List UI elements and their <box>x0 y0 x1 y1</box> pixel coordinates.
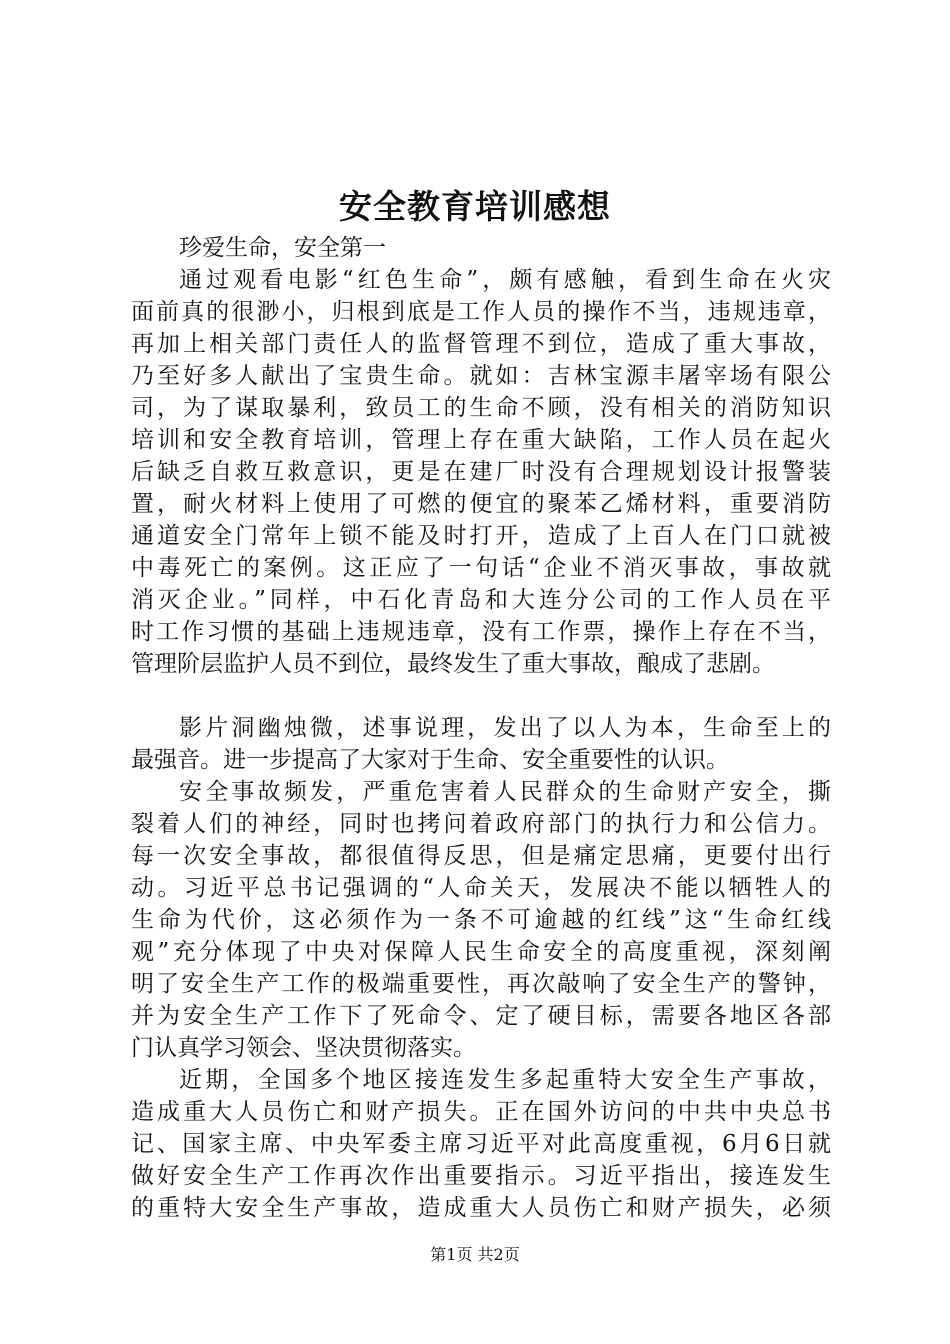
text-line: 并为安全生产工作下了死命令、定了硬目标，需要各地区各部 <box>131 1003 831 1029</box>
text-line: 近期，全国多个地区接连发生多起重特大安全生产事故， <box>179 1067 831 1093</box>
text-line: 动。习近平总书记强调的“人命关天，发展决不能以牺牲人的 <box>131 875 831 901</box>
text-line: 培训和安全教育培训，管理上存在重大缺陷，工作人员在起火 <box>131 427 831 453</box>
text-line: 再加上相关部门责任人的监督管理不到位，造成了重大事故， <box>131 331 831 357</box>
text-line: 门认真学习领会、坚决贯彻落实。 <box>131 1035 476 1061</box>
text-line: 造成重大人员伤亡和财产损失。正在国外访问的中共中央总书 <box>131 1099 831 1125</box>
text-line: 时工作习惯的基础上违规违章，没有工作票，操作上存在不当， <box>131 619 831 645</box>
document-body <box>131 232 831 1224</box>
text-line: 乃至好多人献出了宝贵生命。就如：吉林宝源丰屠宰场有限公 <box>131 363 831 389</box>
text-line: 置，耐火材料上使用了可燃的便宜的聚苯乙烯材料，重要消防 <box>131 491 831 517</box>
text-line: 做好安全生产工作再次作出重要指示。习近平指出，接连发生 <box>131 1163 831 1189</box>
text-line: 最强音。进一步提高了大家对于生命、安全重要性的认识。 <box>131 747 729 773</box>
text-line: 观”充分体现了中央对保障人民生命安全的高度重视，深刻阐 <box>131 939 831 965</box>
text-line: 每一次安全事故，都很值得反思，但是痛定思痛，更要付出行 <box>131 843 831 869</box>
text-line: 安全事故频发，严重危害着人民群众的生命财产安全，撕 <box>179 779 831 805</box>
document-title: 安全教育培训感想 <box>339 187 611 226</box>
text-line: 面前真的很渺小，归根到底是工作人员的操作不当，违规违章， <box>131 299 831 325</box>
text-line: 中毒死亡的案例。这正应了一句话“企业不消灭事故，事故就 <box>131 555 831 581</box>
blank-line <box>131 680 831 712</box>
text-line: 记、国家主席、中央军委主席习近平对此高度重视，6月6日就 <box>131 1131 831 1157</box>
text-line: 裂着人们的神经，同时也拷问着政府部门的执行力和公信力。 <box>131 811 831 837</box>
text-line: 珍爱生命，安全第一 <box>179 235 386 261</box>
text-line: 的重特大安全生产事故，造成重大人员伤亡和财产损失，必须 <box>131 1195 831 1221</box>
text-line: 通道安全门常年上锁不能及时打开，造成了上百人在门口就被 <box>131 523 831 549</box>
text-line: 后缺乏自救互救意识，更是在建厂时没有合理规划设计报警装 <box>131 459 831 485</box>
text-line: 明了安全生产工作的极端重要性，再次敲响了安全生产的警钟， <box>131 971 831 997</box>
text-line: 消灭企业。”同样，中石化青岛和大连分公司的工作人员在平 <box>131 587 831 613</box>
text-line: 生命为代价，这必须作为一条不可逾越的红线”这“生命红线 <box>131 907 831 933</box>
text-line: 司，为了谋取暴利，致员工的生命不顾，没有相关的消防知识 <box>131 395 831 421</box>
text-line: 影片洞幽烛微，述事说理，发出了以人为本，生命至上的 <box>179 715 831 741</box>
page-footer: 第1页 共2页 <box>430 1245 520 1264</box>
text-line: 通过观看电影“红色生命”，颇有感触，看到生命在火灾 <box>179 267 831 293</box>
text-line: 管理阶层监护人员不到位，最终发生了重大事故，酿成了悲剧。 <box>131 651 775 677</box>
